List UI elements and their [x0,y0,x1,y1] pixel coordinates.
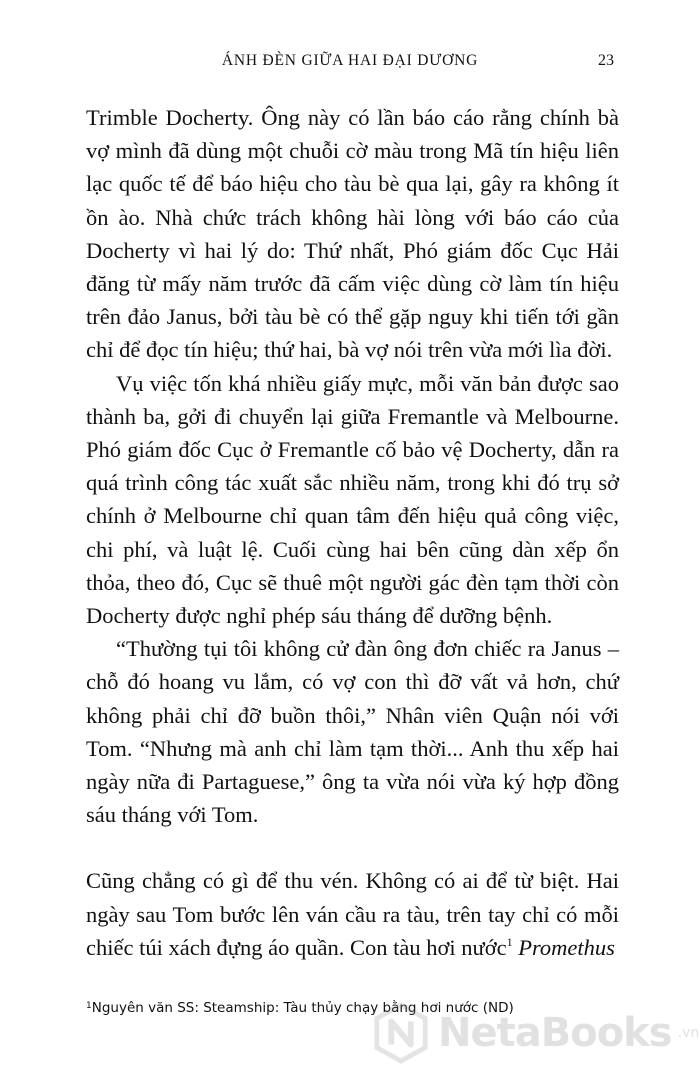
netabooks-logo-icon [370,1002,432,1064]
paragraph-4 [86,864,619,964]
paragraph-3: “Thường tụi tôi không cử đàn ông đơn chiếc ra Janus – chỗ đó hoang vu lắm, có vợ con thì đỡ vất vả hơn, chứ không phải chỉ đỡ buồn thôi,” Nhân viên Quận nói với Tom. “Nhưng mà anh chỉ làm tạm thời... Anh thu xếp hai ngày nữa đi Partaguese,” ông ta vừa nói vừa ký hợp đồng sáu tháng với Tom. [86,636,619,828]
paragraph-2: Vụ việc tốn khá nhiều giấy mực, mỗi văn bản được sao thành ba, gởi đi chuyển lại giữa Fremantle và Melbourne. Phó giám đốc Cục ở Fremantle cố bảo vệ Docherty, dẫn ra quá trình công tác xuất sắc nhiều năm, trong khi đó trụ sở chính ở Melbourne chỉ quan tâm đến hiệu quả công việc, chi phí, và luật lệ. Cuối cùng hai bên cũng dàn xếp ổn thỏa, theo đó, Cục sẽ thuê một người gác đèn tạm thời còn Docherty được nghỉ phép sáu tháng để dưỡng bệnh. [86,370,619,629]
watermark-brand: NetaBooks [438,1010,672,1056]
running-title: ÁNH ĐÈN GIỮA HAI ĐẠI DƯƠNG [221,52,479,69]
paragraph-4-text: Cũng chẳng có gì để thu vén. Không có ai để từ biệt. Hai ngày sau Tom bước lên ván cầu ra tàu, trên tay chỉ có mỗi chiếc túi xách đựng áo quần. Con tàu hơi nước [86,868,619,960]
body-text [86,101,619,964]
footnote-number: 1 [86,1001,92,1011]
page-header [0,52,700,76]
paragraph-1: Trimble Docherty. Ông này có lần báo cáo rằng chính bà vợ mình đã dùng một chuỗi cờ màu trong Mã tín hiệu liên lạc quốc tế để báo hiệu cho tàu bè qua lại, gây ra không ít ồn ào. Nhà chức trách không hài lòng với báo cáo của Docherty vì hai lý do: Thứ nhất, Phó giám đốc Cục Hải đăng từ mấy năm trước đã cấm việc dùng cờ làm tín hiệu trên đảo Janus, bởi tàu bè có thể gặp nguy khi tiến tới gần chỉ để đọc tín hiệu; thứ hai, bà vợ nói trên vừa mới lìa đời. [86,105,619,363]
footnote-text: Nguyên văn SS: Steamship: Tàu thủy chạy bằng hơi nước (ND) [91,1000,514,1016]
footnote-marker: 1 [506,934,513,949]
page-number: 23 [598,52,614,69]
watermark-suffix: .vn [677,1025,700,1041]
ship-name: Promethus [518,934,615,960]
watermark [370,1001,700,1065]
